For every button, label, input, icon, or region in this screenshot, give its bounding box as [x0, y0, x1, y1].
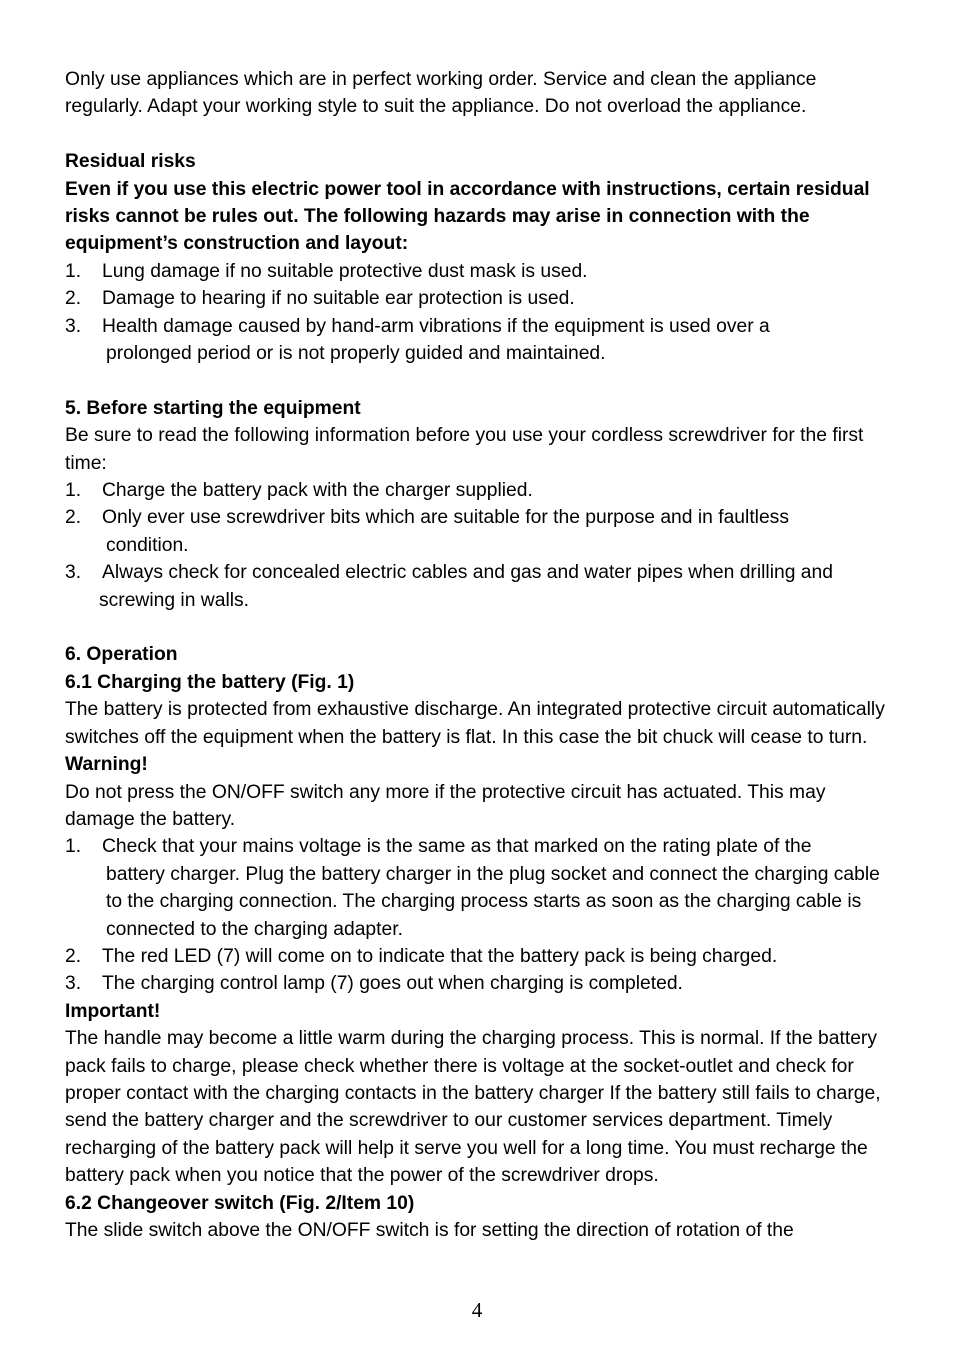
- list-text-block: [99, 559, 895, 614]
- residual-risks-list: [65, 258, 895, 368]
- list-number: 3.: [65, 973, 82, 995]
- list-number: 3.: [65, 562, 82, 584]
- list-item: [65, 559, 895, 614]
- changeover-switch-paragraph: The slide switch above the ON/OFF switch is for setting the direction of rotation of the: [65, 1220, 794, 1242]
- list-text: Lung damage if no suitable protective dust mask is used.: [102, 260, 588, 282]
- warning-text: Do not press the ON/OFF switch any more if the protective circuit has actuated. This may damage the battery.: [65, 781, 826, 830]
- list-text: Damage to hearing if no suitable ear protection is used.: [102, 288, 575, 310]
- list-number: 1.: [65, 836, 82, 858]
- manual-page: [65, 66, 895, 1244]
- changeover-switch-heading: 6.2 Changeover switch (Fig. 2/Item 10): [65, 1192, 415, 1214]
- page-number: 4: [471, 1298, 483, 1322]
- warning-label: Warning!: [65, 754, 148, 776]
- before-starting-list: [65, 477, 895, 614]
- important-text: The handle may become a little warm during the charging process. This is normal. If the battery pack fails to charge, please check whether there is voltage at the socket-outlet and check for proper contact with the charging contacts in the battery charger If the battery still fails to charge, send the battery charger and the screwdriver to our customer services department. Timely recharging of the battery pack will help it serve you well for a long time. You must recharge the battery pack when you notice that the power of the screwdriver drops.: [65, 1028, 881, 1187]
- list-text: Charge the battery pack with the charger supplied.: [102, 480, 533, 502]
- list-item: [65, 504, 895, 559]
- list-item: [65, 285, 895, 312]
- list-number: 2.: [65, 945, 82, 967]
- list-number: 1.: [65, 480, 82, 502]
- important-label: Important!: [65, 1000, 161, 1022]
- list-text: Only ever use screwdriver bits which are suitable for the purpose and in faultless: [102, 507, 789, 529]
- list-text-continued: battery charger. Plug the battery charger in the plug socket and connect the charging cable to the charging connection. The charging process starts as soon as the charging cable is connected to the charging adapter.: [106, 863, 880, 940]
- charging-battery-heading: 6.1 Charging the battery (Fig. 1): [65, 671, 355, 693]
- before-starting-heading: 5. Before starting the equipment: [65, 397, 361, 419]
- residual-risks-lead: Even if you use this electric power tool in accordance with instructions, certain residual risks cannot be rules out. The following hazards may arise in connection with the equipment’s construction and layout:: [65, 178, 870, 255]
- list-number: 3.: [65, 315, 82, 337]
- list-item: [65, 943, 895, 970]
- operation-heading: 6. Operation: [65, 644, 178, 666]
- list-item: [65, 258, 895, 285]
- charging-battery-paragraph: The battery is protected from exhaustive discharge. An integrated protective circuit automatically switches off the equipment when the battery is flat. In this case the bit chuck will cease to turn.: [65, 699, 885, 748]
- list-number: 2.: [65, 288, 82, 310]
- list-item: [65, 477, 895, 504]
- list-text-block: [102, 833, 895, 943]
- intro-paragraph: Only use appliances which are in perfect working order. Service and clean the appliance regularly. Adapt your working style to suit the appliance. Do not overload the appliance.: [65, 69, 817, 118]
- list-text: The red LED (7) will come on to indicate that the battery pack is being charged.: [102, 945, 778, 967]
- list-item: [65, 313, 895, 368]
- list-text-block: [102, 504, 895, 559]
- list-text-continued: condition.: [106, 534, 189, 556]
- list-text: The charging control lamp (7) goes out when charging is completed.: [102, 973, 683, 995]
- list-text: Always check for concealed electric cables and gas and water pipes when drilling and: [102, 562, 833, 584]
- before-starting-lead: Be sure to read the following information before you use your cordless screwdriver for the first time:: [65, 425, 864, 474]
- list-text-block: [102, 313, 895, 368]
- residual-risks-heading: Residual risks: [65, 151, 196, 173]
- list-text: Health damage caused by hand-arm vibrations if the equipment is used over a: [102, 315, 770, 337]
- list-text-continued: screwing in walls.: [99, 589, 250, 611]
- list-text: Check that your mains voltage is the same as that marked on the rating plate of the: [102, 836, 812, 858]
- list-number: 1.: [65, 260, 82, 282]
- charging-steps-list: [65, 833, 895, 997]
- list-item: [65, 833, 895, 943]
- list-item: [65, 970, 895, 997]
- list-number: 2.: [65, 507, 82, 529]
- list-text-continued: prolonged period or is not properly guided and maintained.: [106, 343, 606, 365]
